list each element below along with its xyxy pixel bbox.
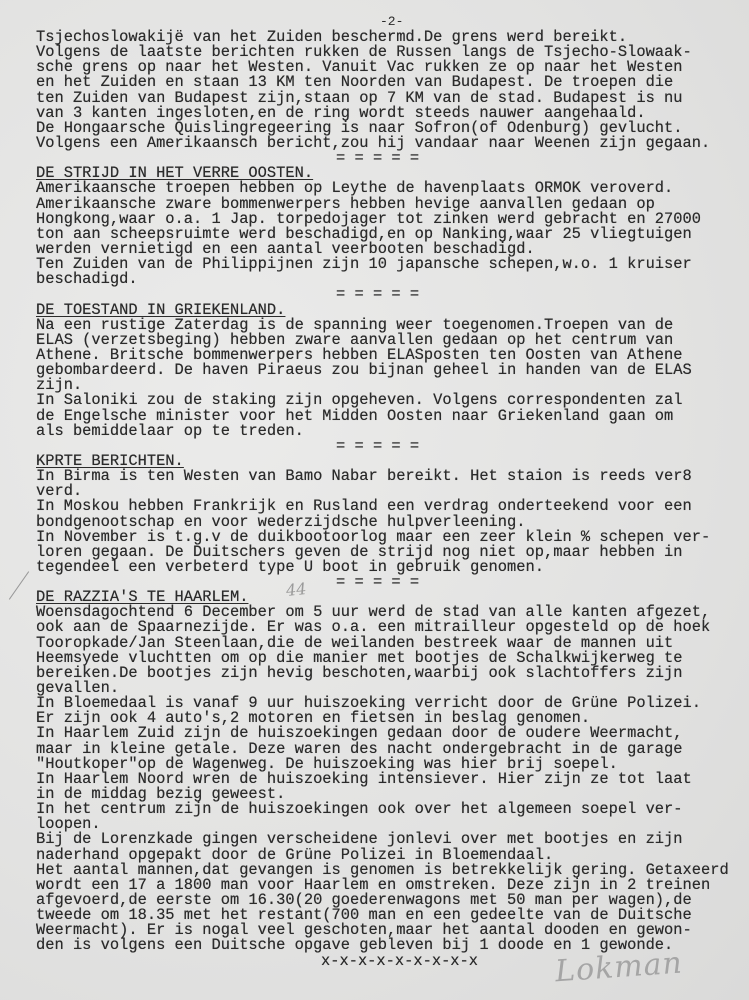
text-line: en het Zuiden en staan 13 KM ten Noorden van Budapest. De troepen die bbox=[36, 73, 674, 92]
text-line: Amerikaansche zware bommenwerpers hebben hevige aanvallen gedaan op bbox=[36, 194, 655, 213]
text-line: Volgens de laatste berichten rukken de Russen langs de Tsjecho-Slowaak- bbox=[36, 43, 692, 62]
text-line: gebombardeerd. De haven Piraeus zou bijnan geheel in handen van de ELAS bbox=[36, 361, 692, 380]
section-separator: = = = = = bbox=[336, 285, 420, 304]
text-line: Heemsyede vluchtten om op die manier met bootjes de Schalkwijkerweg te bbox=[36, 648, 683, 667]
text-line: Weermacht). Er is nogal veel geschoten,maar het aantal dooden en gewon- bbox=[36, 921, 692, 940]
text-line: loopen. bbox=[36, 815, 101, 834]
text-line: Hongkong,waar o.a. 1 Jap. torpedojager tot zinken werd gebracht en 27000 bbox=[36, 209, 701, 228]
text-line: In Bloemedaal is vanaf 9 uur huiszoeking verricht door de Grüne Polizei. bbox=[36, 694, 701, 713]
text-line: In November is t.g.v de duikbootoorlog maar een zeer klein % schepen ver- bbox=[36, 527, 711, 546]
text-line: maar in kleine getale. Deze waren des nacht ondergebracht in de garage bbox=[36, 739, 683, 758]
typewritten-document bbox=[36, 30, 736, 969]
handwritten-annotation: 44 bbox=[285, 578, 308, 601]
text-line: In Moskou hebben Frankrijk en Rusland een verdrag onderteekend voor een bbox=[36, 497, 692, 516]
text-line: De Hongaarsche Quislingregeering is naar Sofron(of Odenburg) gevlucht. bbox=[36, 118, 683, 137]
text-line: bondgenootschap en voor wederzijdsche hulpverleening. bbox=[36, 512, 526, 531]
text-line: ELAS (verzetsbeging) hebben zware aanvallen gedaan op het centrum van bbox=[36, 330, 674, 349]
text-line: loren gegaan. De Duitschers geven de strijd nog niet op,maar hebben in bbox=[36, 542, 683, 561]
text-line: bereiken.De bootjes zijn hevig beschoten,waarbij ook slachtoffers zijn bbox=[36, 663, 683, 682]
text-line: Het aantal mannen,dat gevangen is genomen is betrekkelijk gering. Getaxeerd bbox=[36, 860, 729, 879]
section-heading: DE RAZZIA'S TE HAARLEM. bbox=[36, 588, 249, 607]
handwritten-signature: Lokman bbox=[553, 945, 684, 990]
section-heading: KPRTE BERICHTEN. bbox=[36, 451, 184, 470]
text-line: Volgens een Amerikaansch bericht,zou hij vandaar naar Weenen zijn gegaan. bbox=[36, 133, 711, 152]
text-line: van 3 kanten ingesloten,en de ring wordt steeds nauwer aangehaald. bbox=[36, 103, 646, 122]
margin-pencil-mark bbox=[9, 571, 29, 599]
text-line: tegendeel een verbeterd type U boot in gebruik genomen. bbox=[36, 557, 544, 576]
text-line: Amerikaansche troepen hebben op Leythe de havenplaats ORMOK veroverd. bbox=[36, 179, 674, 198]
text-line: den is volgens een Duitsche opgave gebleven bij 1 doode en 1 gewonde. bbox=[36, 936, 674, 955]
text-line: In Saloniki zou de staking zijn opgeheven. Volgens correspondenten zal bbox=[36, 391, 683, 410]
section-heading: DE STRIJD IN HET VERRE OOSTEN. bbox=[36, 164, 314, 183]
text-line: In Birma is ten Westen van Bamo Nabar bereikt. Het staion is reeds ver8 bbox=[36, 467, 692, 486]
text-line: ten Zuiden van Budapest zijn,staan op 7 KM van de stad. Budapest is nu bbox=[36, 88, 683, 107]
text-line: beschadigd. bbox=[36, 270, 138, 289]
text-line: Athene. Britsche bommenwerpers hebben ELASposten ten Oosten van Athene bbox=[36, 345, 683, 364]
text-line: naderhand opgepakt door de Grüne Polizei in Bloemendaal. bbox=[36, 845, 554, 864]
text-line: werden vernietigd en een aantal veerbooten beschadigd. bbox=[36, 239, 535, 258]
text-line: tweede om 18.35 met het restant(700 man en een gedeelte van de Duitsche bbox=[36, 906, 692, 925]
text-line: gevallen. bbox=[36, 679, 120, 698]
text-line: Tsjechoslowakijë van het Zuiden beschermd.De grens werd bereikt. bbox=[36, 28, 628, 46]
section-heading: DE TOESTAND IN GRIEKENLAND. bbox=[36, 300, 286, 319]
section-separator: = = = = = bbox=[336, 436, 420, 455]
text-line: Er zijn ook 4 auto's,2 motoren en fietsen in beslag genomen. bbox=[36, 709, 591, 728]
page-number: -2- bbox=[380, 14, 404, 29]
text-line: als bemiddelaar op te treden. bbox=[36, 421, 304, 440]
text-line: ook aan de Spaarnezijde. Er was o.a. een mitrailleur opgesteld op de hoek bbox=[36, 618, 711, 637]
text-line: in de middag bezig geweest. bbox=[36, 785, 286, 804]
text-line: afgevoerd,de eerste om 16.30(20 goederenwagons met 50 man per wagen),de bbox=[36, 891, 692, 910]
text-line: verd. bbox=[36, 482, 83, 501]
text-line: "Houtkoper"op de Wagenweg. De huiszoeking was hier brij soepel. bbox=[36, 754, 618, 773]
text-line: Na een rustige Zaterdag is de spanning weer toegenomen.Troepen van de bbox=[36, 315, 674, 334]
text-line: Tooropkade/Jan Steenlaan,die de weilanden bestreek waar de mannen uit bbox=[36, 633, 674, 652]
text-line: ton aan scheepsruimte werd beschadigd,en op Nanking,waar 25 vliegtuigen bbox=[36, 224, 692, 243]
text-line: wordt een 17 a 1800 man voor Haarlem en omstreken. Deze zijn in 2 treinen bbox=[36, 875, 711, 894]
text-line: Woensdagochtend 6 December om 5 uur werd de stad van alle kanten afgezet, bbox=[36, 603, 711, 622]
text-line: In het centrum zijn de huiszoekingen ook over het algemeen soepel ver- bbox=[36, 800, 683, 819]
section-separator: = = = = = bbox=[336, 149, 420, 168]
text-line: de Engelsche minister voor het Midden Oosten naar Griekenland gaan om bbox=[36, 406, 674, 425]
text-line: Ten Zuiden van de Philippijnen zijn 10 japansche schepen,w.o. 1 kruiser bbox=[36, 255, 692, 274]
end-mark: x-x-x-x-x-x-x-x-x bbox=[321, 951, 479, 970]
text-line: sche grens op naar het Westen. Vanuit Vac rukken ze op naar het Westen bbox=[36, 58, 683, 77]
text-line: Bij de Lorenzkade gingen verscheidene jonlevi over met bootjes en zijn bbox=[36, 830, 683, 849]
text-line: In Haarlem Noord wren de huiszoeking intensiever. Hier zijn ze tot laat bbox=[36, 769, 692, 788]
text-line: In Haarlem Zuid zijn de huiszoekingen gedaan door de oudere Weermacht, bbox=[36, 724, 683, 743]
text-line: zijn. bbox=[36, 376, 83, 395]
section-separator: = = = = = bbox=[336, 573, 420, 592]
